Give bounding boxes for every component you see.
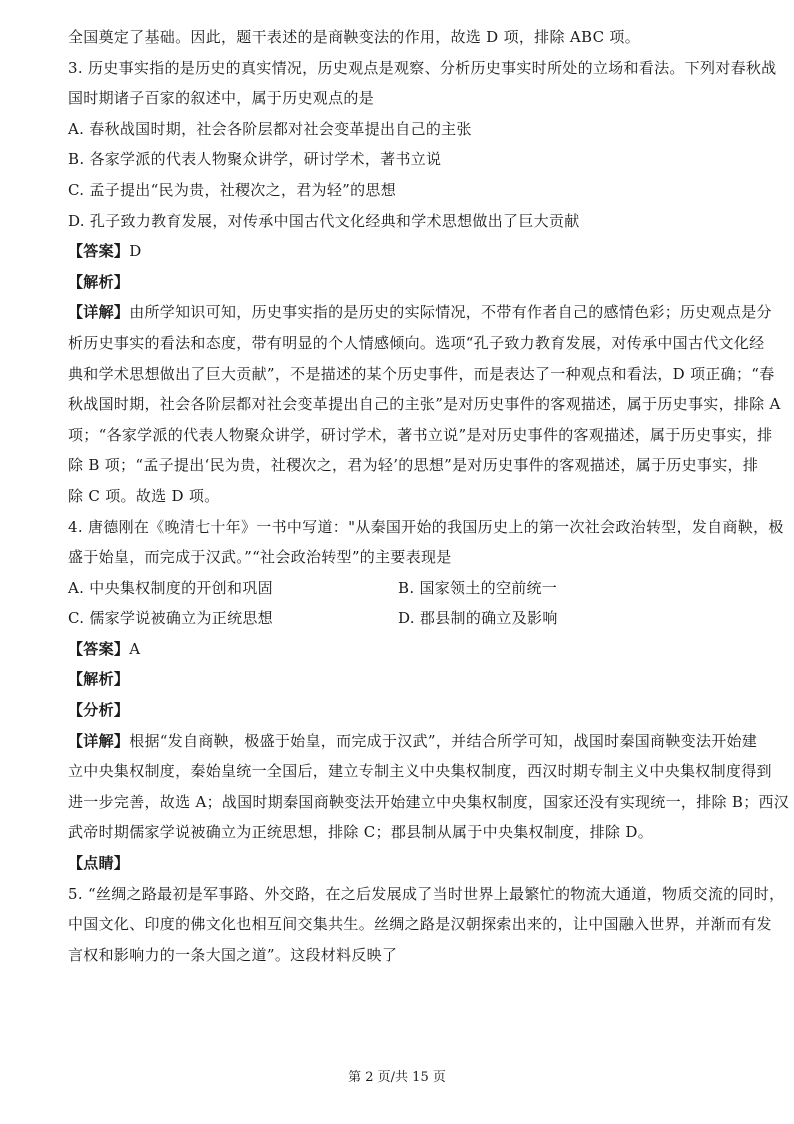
dianjing-label: 【点睛】 [68,854,130,873]
answer-value: A [129,639,141,658]
detail-line: 典和学术思想做出了巨大贡献”，不是描述的某个历史事件，而是表达了一种观点和看法，D 项正确；“春 [68,364,775,383]
detail-line: 立中央集权制度，秦始皇统一全国后，建立专制主义中央集权制度，西汉时期专制主义中央集权制度得到 [68,762,772,781]
answer-label: 【答案】 [68,242,130,261]
analysis-heading-q4 [68,664,728,695]
question-4-option-d: D. 郡县制的确立及影响 [398,609,558,628]
detail-line: 进一步完善，故选 A；战国时期秦国商鞅变法开始建立中央集权制度，国家还没有实现统一，排除 B；西汉 [68,792,790,811]
analysis-label: 【解析】 [68,670,130,689]
question-3-stem-cont: 国时期诸子百家的叙述中，属于历史观点的是 [68,89,375,108]
question-4-options-row-1 [68,573,728,604]
analysis-label: 【解析】 [68,272,130,291]
question-3-option-c: C. 孟子提出“民为贵，社稷次之，君为轻”的思想 [68,180,397,199]
detail-line: 武帝时期儒家学说被确立为正统思想，排除 C；郡县制从属于中央集权制度，排除 D。 [68,823,654,842]
answer-label: 【答案】 [68,639,130,658]
answer-line-q3 [68,236,728,267]
detail-label: 【详解】 [68,731,130,750]
answer-value: D [129,242,142,261]
question-4-option-a: A. 中央集权制度的开创和巩固 [68,578,273,597]
question-5-stem: 5. “丝绸之路最初是军事路、外交路，在之后发展成了当时世界上最繁忙的物流大通道，物质交流的同时， [68,884,785,903]
page-footer: 第 2 页/共 15 页 [348,1070,446,1085]
text-line: 全国奠定了基础。因此，题干表述的是商鞅变法的作用，故选 D 项，排除 ABC 项。 [68,28,641,46]
detail-line: 除 B 项；“孟子提出‘民为贵，社稷次之，君为轻’的思想”是对历史事件的客观描述，属于历史事实，排 [68,456,759,475]
detail-line [68,726,758,757]
question-3-option-a: A. 春秋战国时期，社会各阶层都对社会变革提出自己的主张 [68,119,472,138]
dianjing-heading-q4 [68,848,728,879]
question-4-stem: 4. 唐德刚在《晚清七十年》一书中写道："从秦国开始的我国历史上的第一次社会政治转型，发自商鞅，极 [68,517,784,536]
detail-line: 项；“各家学派的代表人物聚众讲学，研讨学术，著书立说”是对历史事件的客观描述，属于历史事实，排 [68,425,773,444]
question-5-stem-cont: 中国文化、印度的佛文化也相互间交集共生。丝绸之路是汉朝探索出来的，让中国融入世界，并渐而有发 [68,915,772,934]
detail-text: 由所学知识可知，历史事实指的是历史的实际情况，不带有作者自己的感情色彩；历史观点是分 [129,303,772,322]
analysis-heading-q3 [68,267,728,298]
detail-line: 除 C 项。故选 D 项。 [68,486,220,505]
detail-text: 根据“发自商鞅，极盛于始皇，而完成于汉武”，并结合所学可知，战国时秦国商鞅变法开始建 [129,731,758,750]
question-4-option-c: C. 儒家学说被确立为正统思想 [68,609,273,628]
detail-line [68,297,772,328]
fenxi-heading-q4 [68,695,728,726]
question-3-option-b: B. 各家学派的代表人物聚众讲学，研讨学术，著书立说 [68,150,442,169]
detail-label: 【详解】 [68,303,130,322]
question-5-stem-end: 言权和影响力的一条大国之道”。这段材料反映了 [68,945,398,964]
detail-line: 析历史事实的看法和态度，带有明显的个人情感倾向。选项“孔子致力教育发展，对传承中国古代文化经 [68,333,765,352]
question-4-options-row-2 [68,603,728,634]
question-4-stem-cont: 盛于始皇，而完成于汉武。”“社会政治转型”的主要表现是 [68,548,452,567]
document-content [68,22,790,970]
question-3-stem: 3. 历史事实指的是历史的真实情况，历史观点是观察、分析历史事实时所处的立场和看法。下列对春秋战 [68,58,777,77]
fenxi-label: 【分析】 [68,701,130,720]
answer-line-q4 [68,634,728,665]
detail-line: 秋战国时期，社会各阶层都对社会变革提出自己的主张”是对历史事件的客观描述，属于历史事实，排除 A [68,395,781,414]
question-4-option-b: B. 国家领土的空前统一 [398,578,558,597]
question-3-option-d: D. 孔子致力教育发展，对传承中国古代文化经典和学术思想做出了巨大贡献 [68,211,580,230]
